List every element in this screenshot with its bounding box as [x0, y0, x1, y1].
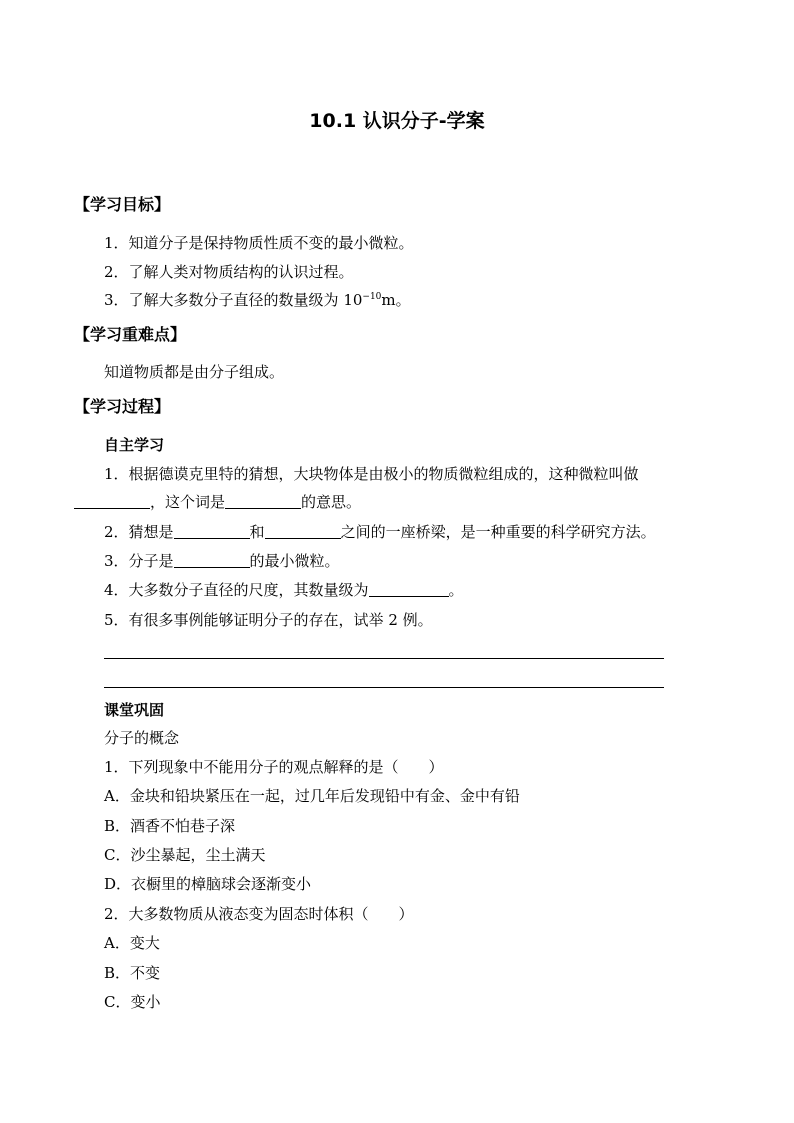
key-points-text: 知道物质都是由分子组成。	[104, 363, 285, 381]
consolidation-topic: 分子的概念	[104, 729, 180, 747]
answer-blank[interactable]	[225, 494, 301, 509]
self-study-q2	[104, 522, 656, 542]
q2-text-1: 2．猜想是	[104, 523, 174, 541]
answer-blank[interactable]	[265, 524, 341, 539]
consolidation-q2: 2．大多数物质从液态变为固态时体积（ ）	[104, 905, 414, 923]
answer-blank[interactable]	[174, 553, 250, 568]
q1-option-a: A．金块和铅块紧压在一起，过几年后发现铅中有金、金中有铅	[104, 787, 520, 805]
self-study-q4	[104, 580, 464, 600]
document-title: 10.1 认识分子-学案	[309, 110, 485, 132]
q3-text-2: 的最小微粒。	[249, 552, 340, 570]
q1-text-3: 的意思。	[301, 493, 362, 511]
q2-option-b: B．不变	[104, 964, 161, 982]
q2-option-c: C．变小	[104, 993, 161, 1011]
q1-option-c: C．沙尘暴起，尘土满天	[104, 846, 266, 864]
q4-text-2: 。	[448, 581, 464, 599]
q1-option-d: D．衣橱里的樟脑球会逐渐变小	[104, 875, 312, 893]
self-study-q5: 5．有很多事例能够证明分子的存在，试举 2 例。	[104, 611, 433, 629]
q4-text-1: 4．大多数分子直径的尺度，其数量级为	[104, 581, 369, 599]
self-study-heading: 自主学习	[104, 436, 165, 454]
answer-line-2[interactable]	[104, 687, 664, 688]
self-study-q3	[104, 551, 340, 571]
objective-item-3-exponent: −10	[362, 292, 382, 302]
self-study-q1-line1: 1．根据德谟克里特的猜想，大块物体是由极小的物质微粒组成的，这种微粒叫做	[104, 465, 639, 483]
q1-text-2: ，这个词是	[150, 493, 226, 511]
objective-item-3-suffix: m。	[381, 291, 411, 309]
q2-text-2: 和	[249, 523, 265, 541]
q2-text-3: 之间的一座桥梁，是一种重要的科学研究方法。	[340, 523, 656, 541]
answer-blank[interactable]	[74, 494, 150, 509]
consolidation-heading: 课堂巩固	[104, 701, 165, 719]
answer-blank[interactable]	[369, 582, 449, 597]
consolidation-q1: 1．下列现象中不能用分子的观点解释的是（ ）	[104, 758, 444, 776]
self-study-q1-line2	[74, 492, 361, 512]
q3-text-1: 3．分子是	[104, 552, 174, 570]
key-points-heading: 【学习重难点】	[74, 325, 187, 344]
objective-item-1: 1．知道分子是保持物质性质不变的最小微粒。	[104, 234, 414, 252]
process-heading: 【学习过程】	[74, 397, 171, 416]
objective-item-3	[104, 290, 411, 310]
objective-item-2: 2．了解人类对物质结构的认识过程。	[104, 263, 354, 281]
objectives-heading: 【学习目标】	[74, 195, 171, 214]
answer-line-1[interactable]	[104, 658, 664, 659]
q2-option-a: A．变大	[104, 934, 160, 952]
objective-item-3-prefix: 3．了解大多数分子直径的数量级为 10	[104, 291, 363, 309]
q1-option-b: B．酒香不怕巷子深	[104, 817, 236, 835]
answer-blank[interactable]	[174, 524, 250, 539]
